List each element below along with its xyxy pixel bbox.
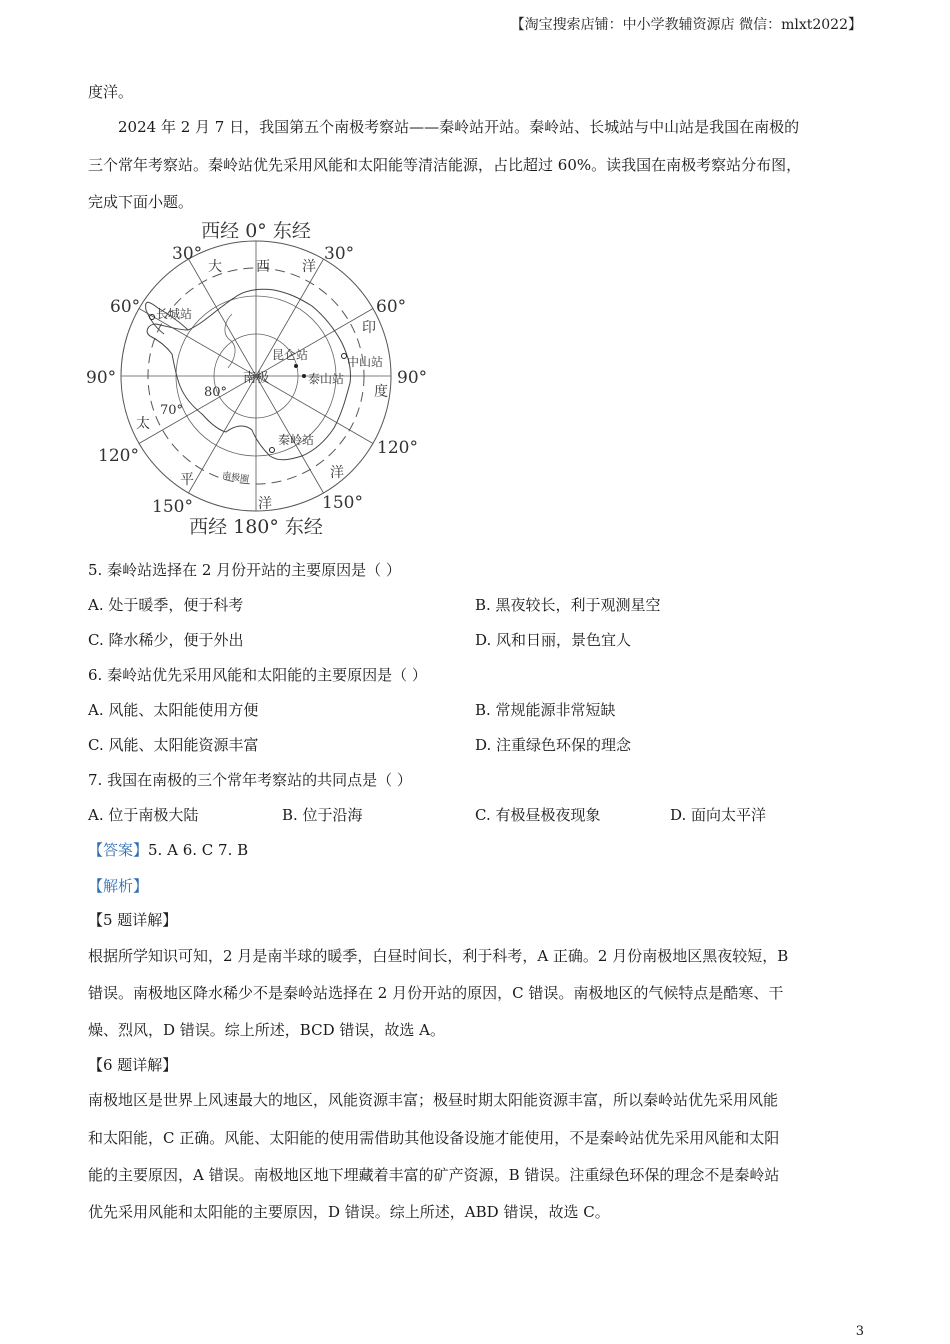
lon-90-left: 90° [86, 368, 117, 388]
antarctic-circle-label: 南极圈 [221, 471, 250, 486]
page-header: 【淘宝搜索店铺：中小学教辅资源店 微信：mlxt2022】 [510, 17, 862, 33]
question-5-option-c: C. 降水稀少，便于外出 [88, 631, 244, 649]
lon-30-left: 30° [172, 244, 203, 264]
map-top-label: 西经 0° 东经 [201, 220, 311, 242]
detail-5-line-3: 燥、烈风，D 错误。综上所述，BCD 错误，故选 A。 [88, 1021, 445, 1039]
station-taishan-marker [302, 374, 306, 378]
question-5-option-d: D. 风和日丽，景色宜人 [475, 631, 632, 649]
question-7-option-b: B. 位于沿海 [282, 806, 363, 824]
question-7-option-d: D. 面向太平洋 [670, 806, 767, 824]
south-pole-label: 南极 [242, 371, 270, 386]
lon-120-left: 120° [98, 446, 139, 466]
lon-60-right: 60° [376, 297, 407, 317]
intro-line-3: 完成下面小题。 [88, 193, 194, 211]
ocean-label-yang-2: 洋 [330, 465, 344, 481]
station-zhongshan-label: 中山站 [347, 355, 384, 369]
lon-150-left: 150° [152, 497, 193, 517]
ocean-label-yang-3: 洋 [258, 496, 272, 512]
question-7-option-c: C. 有极昼极夜现象 [475, 806, 601, 824]
lon-150-right: 150° [322, 493, 363, 513]
answer-text: 5. A 6. C 7. B [148, 841, 249, 859]
station-qinling-label: 秦岭站 [278, 433, 315, 447]
question-7-stem: 7. 我国在南极的三个常年考察站的共同点是（ ） [88, 771, 412, 789]
question-7-option-a: A. 位于南极大陆 [88, 806, 199, 824]
detail-6-line-4: 优先采用风能和太阳能的主要原因，D 错误。综上所述，ABD 错误，故选 C。 [88, 1203, 610, 1221]
lon-90-right: 90° [397, 368, 428, 388]
detail-5-line-1: 根据所学知识可知，2 月是南半球的暖季，白昼时间长，利于科考，A 正确。2 月份南极地区黑夜较短，B [88, 947, 789, 965]
station-kunlun-label: 昆仑站 [272, 348, 309, 362]
intro-line-0: 度洋。 [88, 83, 134, 101]
detail-6-line-3: 能的主要原因，A 错误。南极地区地下埋藏着丰富的矿产资源，B 错误。注重绿色环保的理念不是秦岭站 [88, 1166, 780, 1184]
ocean-label-du: 度 [374, 384, 388, 400]
lon-30-right: 30° [324, 244, 355, 264]
ocean-label-ping: 平 [180, 472, 194, 488]
question-5-option-a: A. 处于暖季，便于科考 [88, 596, 244, 614]
ocean-label-xi: 西 [256, 259, 270, 275]
question-5-option-b: B. 黑夜较长，利于观测星空 [475, 596, 661, 614]
question-6-option-d: D. 注重绿色环保的理念 [475, 736, 632, 754]
lon-60-left: 60° [110, 297, 141, 317]
station-changcheng-label: 长城站 [156, 307, 193, 321]
station-kunlun-marker [294, 364, 298, 368]
answer-tag: 【答案】 [88, 841, 149, 859]
station-qinling-marker [270, 448, 275, 453]
question-6-stem: 6. 秦岭站优先采用风能和太阳能的主要原因是（ ） [88, 666, 427, 684]
detail-5-line-2: 错误。南极地区降水稀少不是秦岭站选择在 2 月份开站的原因，C 错误。南极地区的气候特点是酷寒、干 [88, 984, 784, 1002]
question-6-option-c: C. 风能、太阳能资源丰富 [88, 736, 259, 754]
ocean-label-tai: 太 [136, 416, 150, 432]
lat-70-label: 70° [160, 403, 184, 418]
question-6-option-b: B. 常规能源非常短缺 [475, 701, 616, 719]
detail-6-title: 【6 题详解】 [88, 1056, 178, 1074]
intro-line-2: 三个常年考察站。秦岭站优先采用风能和太阳能等清洁能源，占比超过 60%。读我国在南极考察站分布图， [88, 156, 802, 174]
ocean-label-da: 大 [208, 259, 222, 275]
detail-5-title: 【5 题详解】 [88, 911, 178, 929]
page-number: 3 [855, 1324, 864, 1339]
station-zhongshan-marker [342, 354, 347, 359]
station-taishan-label: 泰山站 [308, 372, 345, 386]
antarctic-station-map [84, 218, 434, 540]
analysis-tag: 【解析】 [88, 877, 149, 895]
ocean-label-yang-1: 洋 [302, 259, 316, 275]
detail-6-line-1: 南极地区是世界上风速最大的地区，风能资源丰富；极昼时期太阳能资源丰富，所以秦岭站优先采用风能 [88, 1091, 779, 1109]
answer-line [88, 840, 878, 860]
question-5-stem: 5. 秦岭站选择在 2 月份开站的主要原因是（ ） [88, 561, 401, 579]
detail-6-line-2: 和太阳能，C 正确。风能、太阳能的使用需借助其他设备设施才能使用，不是秦岭站优先采用风能和太阳 [88, 1129, 780, 1147]
lon-120-right: 120° [377, 438, 418, 458]
question-6-option-a: A. 风能、太阳能使用方便 [88, 701, 259, 719]
ocean-label-yin: 印 [362, 320, 376, 336]
intro-line-1: 2024 年 2 月 7 日，我国第五个南极考察站——秦岭站开站。秦岭站、长城站与中山站是我国在南极的 [118, 118, 800, 136]
ice-shelf [225, 314, 235, 368]
lat-80-label: 80° [204, 385, 228, 400]
map-bottom-label: 西经 180° 东经 [189, 516, 323, 538]
